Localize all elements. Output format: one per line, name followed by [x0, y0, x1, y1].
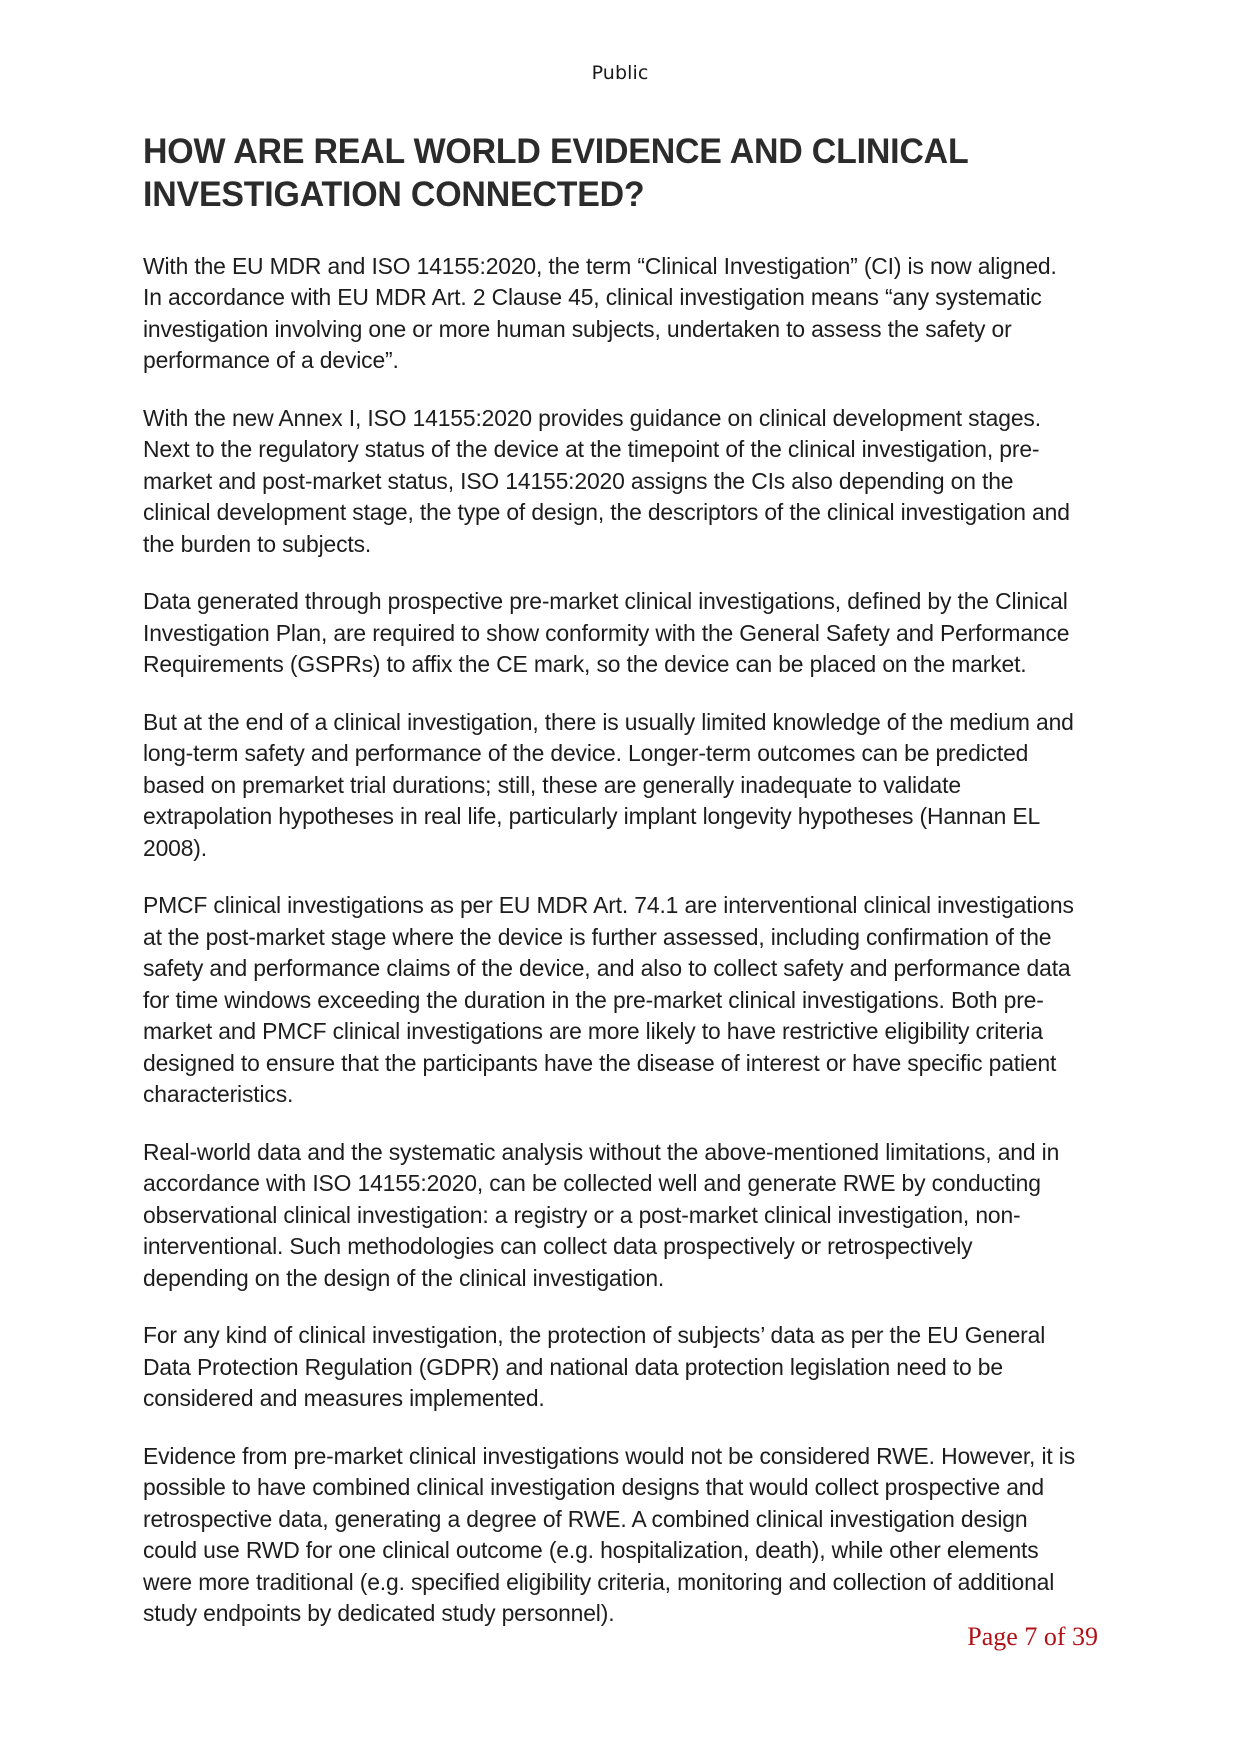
document-body [143, 130, 1101, 1630]
paragraph-1: With the EU MDR and ISO 14155:2020, the term “Clinical Investigation” (CI) is now aligned. In accordance with EU MDR Art. 2 Clause 45, clinical investigation means “any systematic investigation involving one or more human subjects, undertaken to assess the safety or performance of a device”. [143, 252, 1057, 374]
paragraph-3: Data generated through prospective pre-market clinical investigations, defined by the Clinical Investigation Plan, are required to show conformity with the General Safety and Performance Requirements (GSPRs) to affix the CE mark, so the device can be placed on the market. [143, 588, 1070, 678]
page-number-footer: Page 7 of 39 [967, 1622, 1098, 1651]
paragraph-4: But at the end of a clinical investigation, there is usually limited knowledge of the medium and long-term safety and performance of the device. Longer-term outcomes can be predicted based on premarket trial durations; still, these are generally inadequate to validate extrapolation hypotheses in real life, particularly implant longevity hypotheses (Hannan EL 2008). [143, 708, 1074, 861]
classification-header: Public [591, 62, 649, 84]
page-title: HOW ARE REAL WORLD EVIDENCE AND CLINICAL INVESTIGATION CONNECTED? [143, 131, 968, 215]
paragraph-5: PMCF clinical investigations as per EU MDR Art. 74.1 are interventional clinical investigations at the post-market stage where the device is further assessed, including confirmation of the safety and performance claims of the device, and also to collect safety and performance data for time windows exceeding the duration in the pre-market clinical investigations. Both pre-market and PMCF clinical investigations are more likely to have restrictive eligibility criteria designed to ensure that the participants have the disease of interest or have specific patient characteristics. [143, 892, 1074, 1108]
paragraph-7: For any kind of clinical investigation, the protection of subjects’ data as per the EU General Data Protection Regulation (GDPR) and national data protection legislation need to be considered and measures implemented. [143, 1322, 1046, 1412]
paragraph-6: Real-world data and the systematic analysis without the above-mentioned limitations, and in accordance with ISO 14155:2020, can be collected well and generate RWE by conducting observational clinical investigation: a registry or a post-market clinical investigation, non-interventional. Such methodologies can collect data prospectively or retrospectively depending on the design of the clinical investigation. [143, 1138, 1060, 1291]
paragraph-8: Evidence from pre-market clinical investigations would not be considered RWE. However, it is possible to have combined clinical investigation designs that would collect prospective and retrospective data, generating a degree of RWE. A combined clinical investigation design could use RWD for one clinical outcome (e.g. hospitalization, death), while other elements were more traditional (e.g. specified eligibility criteria, monitoring and collection of additional study endpoints by dedicated study personnel). [143, 1442, 1076, 1627]
paragraph-2: With the new Annex I, ISO 14155:2020 provides guidance on clinical development stages. Next to the regulatory status of the device at the timepoint of the clinical investigation, pre-market and post-market status, ISO 14155:2020 assigns the CIs also depending on the clinical development stage, the type of design, the descriptors of the clinical investigation and the burden to subjects. [143, 404, 1070, 557]
